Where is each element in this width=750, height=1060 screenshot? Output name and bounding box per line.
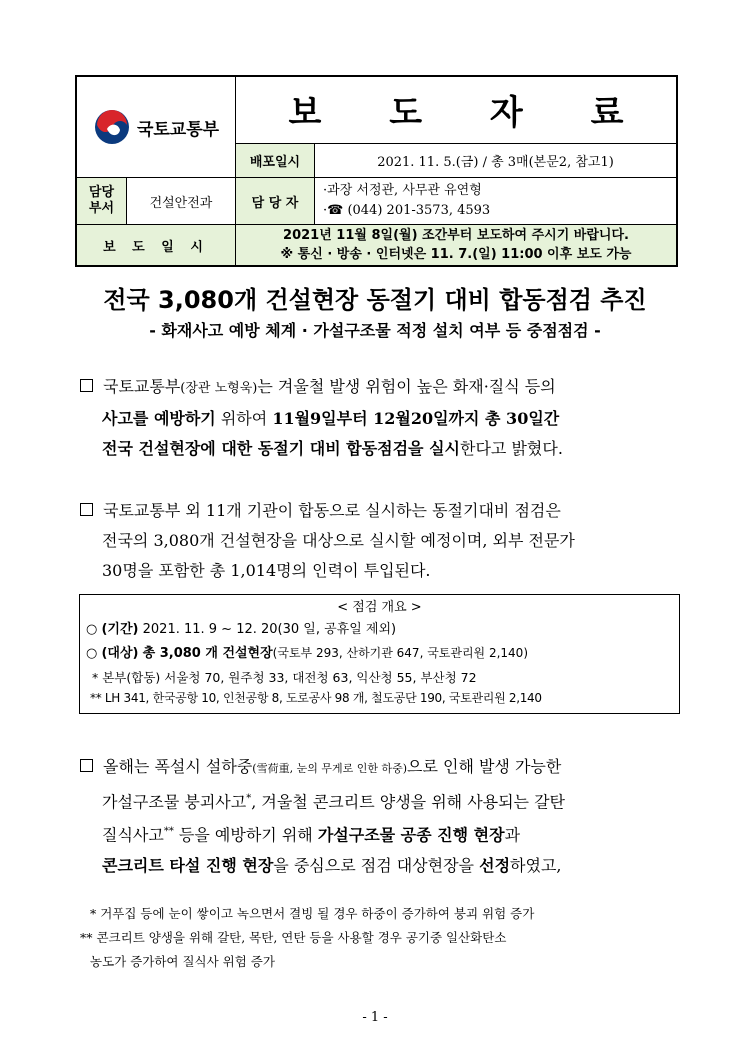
overview-target: 총 3,080 개 건설현장 xyxy=(142,646,273,661)
distribution-label: 배포일시 xyxy=(236,143,315,177)
footnotes xyxy=(80,902,690,974)
contact-phone: ·☎ (044) 201-3573, 4593 xyxy=(323,203,491,218)
page-number: - 1 - xyxy=(362,1010,388,1025)
checkbox-bullet-icon xyxy=(80,379,93,392)
report-date-label: 보 도 일 시 xyxy=(76,225,236,267)
ministry-name: 국토교통부 xyxy=(136,119,220,140)
paragraph-2: 국토교통부 외 11개 기관이 합동으로 실시하는 동절기대비 점검은 전국의 3,080개 건설현장을 대상으로 실시할 예정이며, 외부 전문가 30명을 포함한 총 1,014명의 인력이 투입된다. xyxy=(80,496,680,586)
contact-label: 담 당 자 xyxy=(236,178,315,225)
page-title: 보 도 자 료 xyxy=(236,76,678,143)
headline-subtitle: - 화재사고 예방 체계 · 가설구조물 적정 설치 여부 등 중점점검 - xyxy=(149,321,601,340)
paragraph-3: 올해는 폭설시 설하중(雪荷重, 눈의 무게로 인한 하중)으로 인해 발생 가능한 가설구조물 붕괴사고*, 겨울철 콘크리트 양생을 위해 사용되는 갈탄 질식사고** 등을 예방하기 위해 가설구조물 공종 진행 현장과 콘크리트 타설 진행 현장을 중심으로 점검 대상현장을 선정하였고, xyxy=(80,752,680,881)
overview-note-2: ** LH 341, 한국공항 10, 인천공항 8, 도로공사 98 개, 철도공단 190, 국토관리원 2,140 xyxy=(90,691,542,705)
contact-names: ·과장 서정관, 사무관 유연형 xyxy=(323,183,482,198)
overview-note-1: * 본부(합동) 서울청 70, 원주청 33, 대전청 63, 익산청 55, 부산청 72 xyxy=(92,670,477,685)
footnote-2: ** 콘크리트 양생을 위해 갈탄, 목탄, 연탄 등을 사용할 경우 공기중 일산화탄소 xyxy=(80,930,507,945)
footnote-1: * 거푸집 등에 눈이 쌓이고 녹으면서 결빙 될 경우 하중이 증가하여 붕괴 위험 증가 xyxy=(90,906,535,921)
inspection-overview-box: < 점검 개요 > ○ (기간) 2021. 11. 9 ~ 12. 20(30 일, 공휴일 제외) ○ (대상) 총 3,080 개 건설현장(국토부 293, 산하기관 647, 국토관리원 2,140) * 본부(합동) 서울청 70, 원주청 33, 대전청 63, 익산청 55, 부산청 72 ** LH 341, 한국공항 10, 인천공항 8, 도로공사 98 개, 철도공단 190, 국토관리원 2,140 xyxy=(79,594,680,714)
overview-period: 2021. 11. 9 ~ 12. 20(30 일, 공휴일 제외) xyxy=(142,622,397,637)
report-date-value: 2021년 11월 8일(월) 조간부터 보도하여 주시기 바랍니다. xyxy=(283,228,629,243)
department-value: 건설안전과 xyxy=(126,178,235,225)
overview-title: < 점검 개요 > xyxy=(337,600,422,615)
checkbox-bullet-icon xyxy=(80,759,93,772)
ministry-logo-cell xyxy=(76,76,236,178)
paragraph-1: 국토교통부(장관 노형욱)는 겨울철 발생 위험이 높은 화재·질식 등의 사고를 예방하기 위하여 11월9일부터 12월20일까지 총 30일간 전국 건설현장에 대한 동절기 대비 합동점검을 실시한다고 밝혔다. xyxy=(80,372,680,464)
overview-target-detail: (국토부 293, 산하기관 647, 국토관리원 2,140) xyxy=(272,646,529,660)
report-date-note: ※ 통신 · 방송 · 인터넷은 11. 7.(일) 11:00 이후 보도 가능 xyxy=(280,247,632,262)
checkbox-bullet-icon xyxy=(80,503,93,516)
headline-title: 전국 3,080개 건설현장 동절기 대비 합동점검 추진 xyxy=(103,286,647,314)
press-release-header xyxy=(75,75,678,267)
department-label: 담당 부서 xyxy=(76,178,126,225)
distribution-value: 2021. 11. 5.(금) / 총 3매(본문2, 참고1) xyxy=(315,143,678,177)
footnote-2-cont: 농도가 증가하여 질식사 위험 증가 xyxy=(90,954,275,969)
ministry-emblem-icon xyxy=(93,108,131,146)
